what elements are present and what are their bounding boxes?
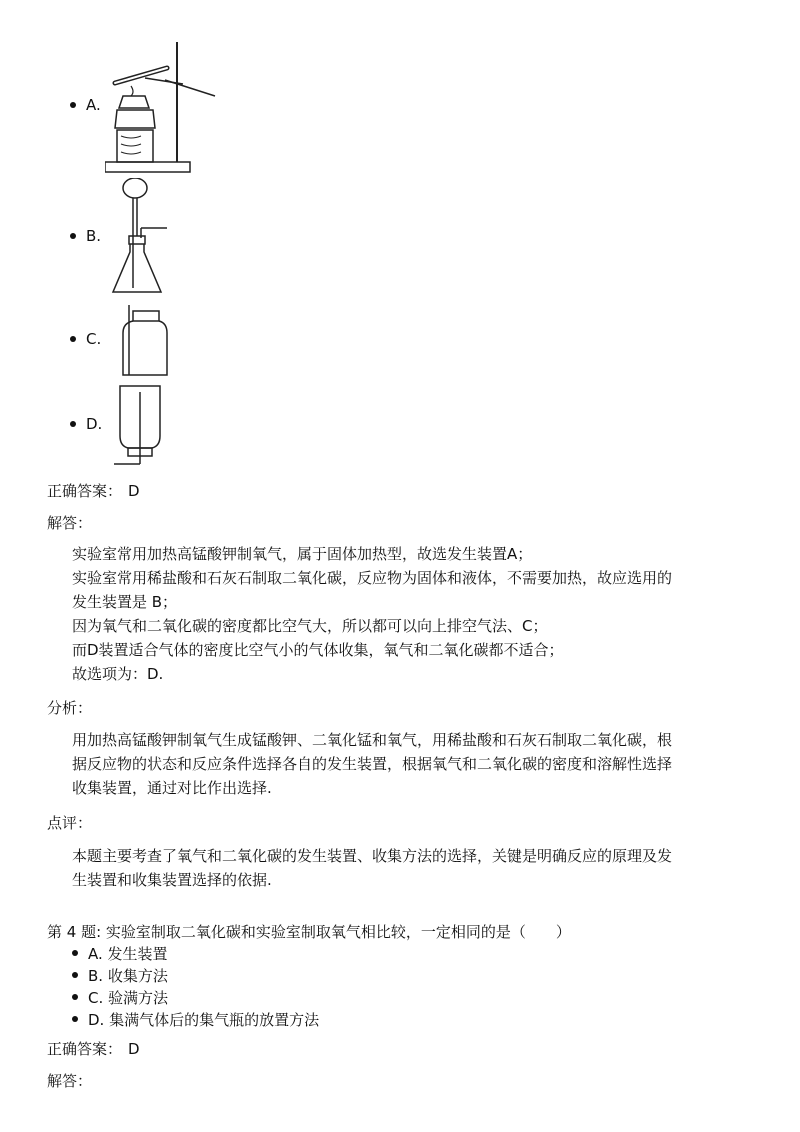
analysis-heading: 分析： xyxy=(47,699,93,717)
explain-line: 实验室常用稀盐酸和石灰石制取二氧化碳，反应物为固体和液体，不需要加热，故应选用的 xyxy=(72,569,673,587)
explain-line: 发生装置是 B； xyxy=(72,593,178,611)
bullet xyxy=(72,972,78,978)
option-text: D. 集满气体后的集气瓶的放置方法 xyxy=(88,1010,320,1029)
bullet xyxy=(70,233,76,239)
bullet xyxy=(72,950,78,956)
analysis-line: 收集装置，通过对比作出选择. xyxy=(72,779,272,797)
comment-line: 生装置和收集装置选择的依据. xyxy=(72,871,272,889)
question-4-option-d xyxy=(72,1008,319,1030)
option-c-label: C. xyxy=(86,330,102,348)
bullet xyxy=(72,1016,78,1022)
option-text: B. 收集方法 xyxy=(88,966,168,985)
comment-line: 本题主要考查了氧气和二氧化碳的发生装置、收集方法的选择，关键是明确反应的原理及发 xyxy=(72,847,673,865)
figure-b-flask-apparatus xyxy=(105,178,175,303)
explain-body xyxy=(72,542,732,686)
option-b-row xyxy=(70,227,101,245)
question-4-title: 第 4 题: 实验室制取二氧化碳和实验室制取氧气相比较，一定相同的是（ ） xyxy=(47,923,571,941)
option-a-row xyxy=(70,96,101,114)
answer-value: D xyxy=(128,482,140,500)
figure-a-heating-apparatus xyxy=(105,38,225,178)
bullet xyxy=(70,102,76,108)
option-d-row xyxy=(70,415,102,433)
comment-body xyxy=(72,844,732,892)
explain-line: 而D装置适合气体的密度比空气小的气体收集，氧气和二氧化碳都不适合； xyxy=(72,641,564,659)
analysis-line: 用加热高锰酸钾制氧气生成锰酸钾、二氧化锰和氧气，用稀盐酸和石灰石制取二氧化碳，根 xyxy=(72,731,673,749)
bullet xyxy=(70,336,76,342)
question-4-option-a xyxy=(72,942,319,964)
answer-label: 正确答案： xyxy=(47,482,123,500)
answer-line xyxy=(47,480,140,501)
option-text: A. 发生装置 xyxy=(88,944,168,963)
bullet xyxy=(72,994,78,1000)
question-4-option-c xyxy=(72,986,319,1008)
question-4-option-b xyxy=(72,964,319,986)
analysis-body xyxy=(72,728,732,800)
figure-c-collection-jar xyxy=(115,305,175,383)
question-4-options xyxy=(72,942,319,1030)
comment-heading: 点评： xyxy=(47,814,93,832)
option-d-label: D. xyxy=(86,415,103,433)
figure-d-inverted-jar xyxy=(112,382,168,468)
option-b-label: B. xyxy=(86,227,102,245)
explain-line: 实验室常用加热高锰酸钾制氧气，属于固体加热型，故选发生装置A； xyxy=(72,545,533,563)
analysis-line: 据反应物的状态和反应条件选择各自的发生装置，根据氧气和二氧化碳的密度和溶解性选择 xyxy=(72,755,673,773)
bullet xyxy=(70,421,76,427)
option-text: C. 验满方法 xyxy=(88,988,169,1007)
option-a-label: A. xyxy=(86,96,101,114)
answer-value: D xyxy=(128,1040,140,1058)
explain-line: 因为氧气和二氧化碳的密度都比空气大，所以都可以向上排空气法、C； xyxy=(72,617,548,635)
explain-line: 故选项为：D. xyxy=(72,665,164,683)
explain-heading: 解答： xyxy=(47,514,93,532)
explain-4-heading: 解答： xyxy=(47,1072,93,1090)
answer-4-line xyxy=(47,1038,140,1059)
answer-label: 正确答案： xyxy=(47,1040,123,1058)
option-c-row xyxy=(70,330,101,348)
